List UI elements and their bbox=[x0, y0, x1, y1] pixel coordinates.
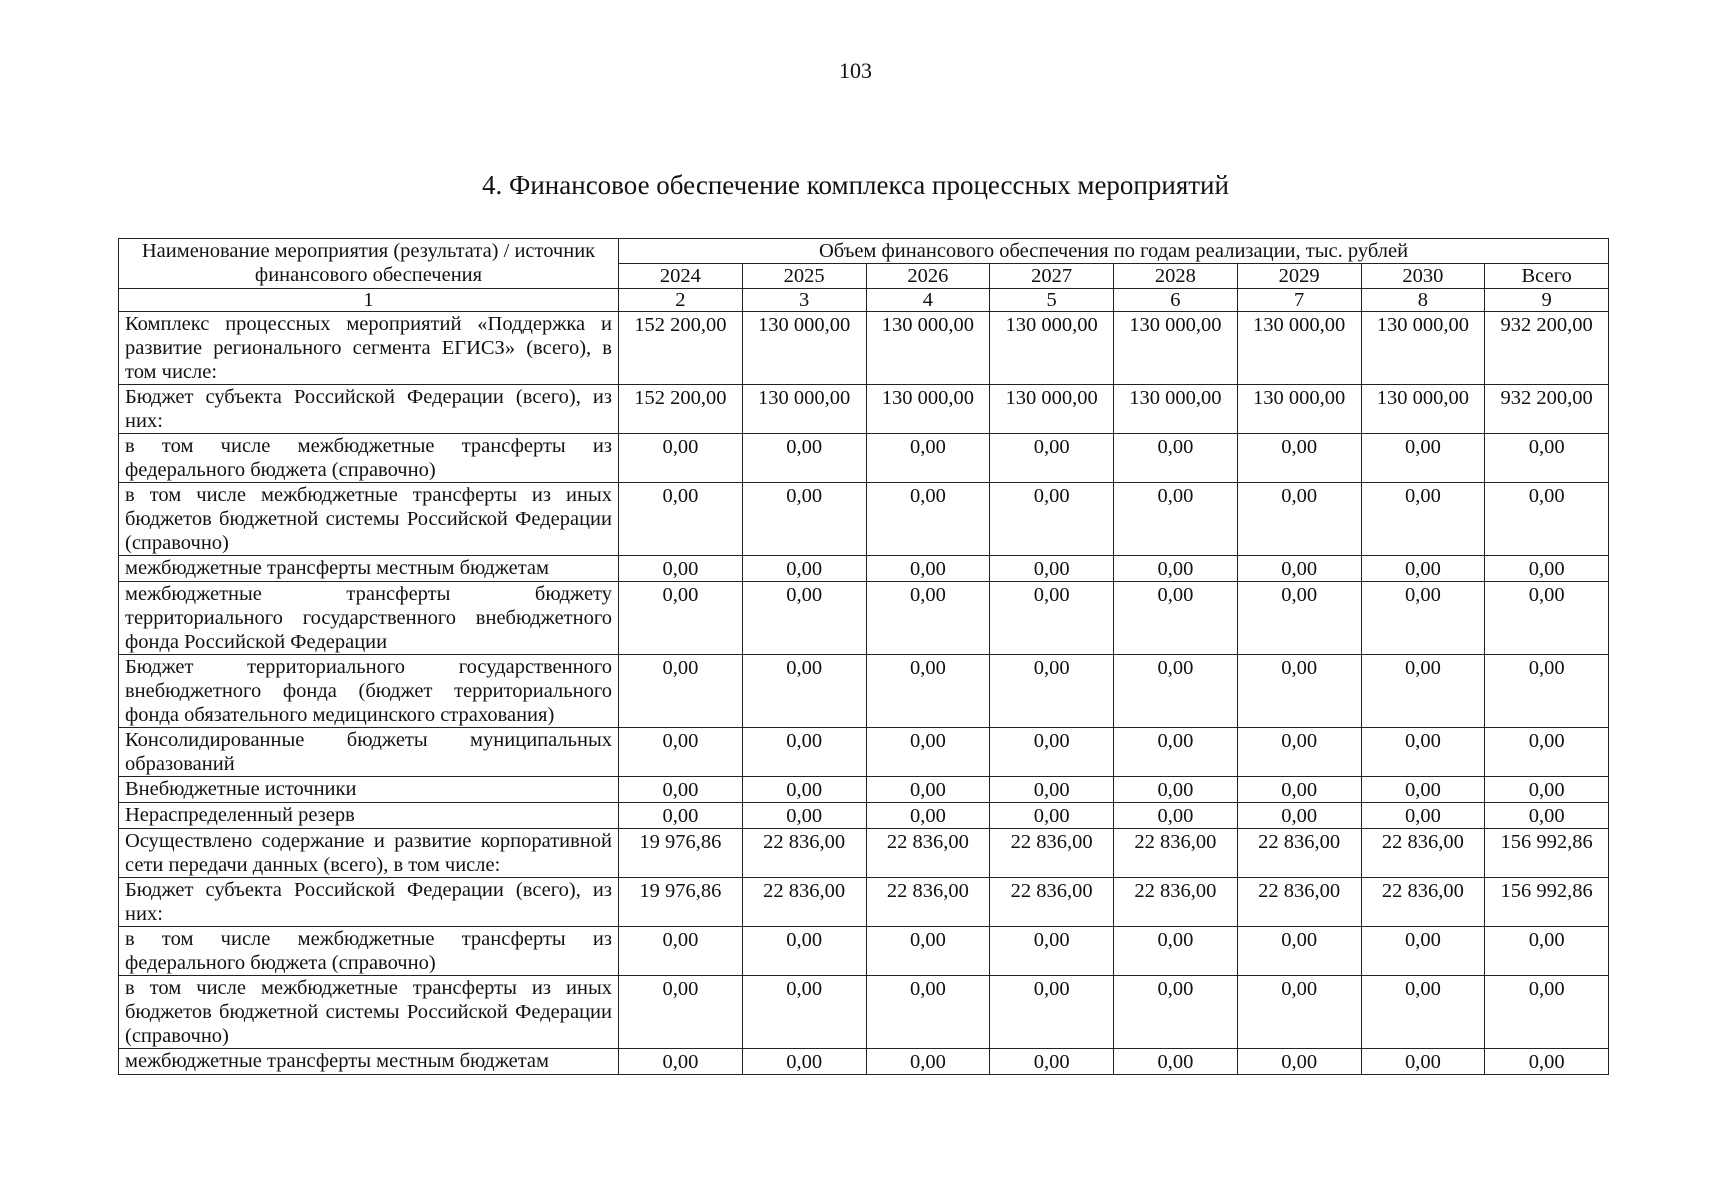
row-name-cell: Комплекс процессных мероприятий «Поддержка и развитие регионального сегмента ЕГИСЗ» (всего), в том числе: bbox=[119, 312, 619, 385]
value-cell: 0,00 bbox=[990, 655, 1114, 728]
index-cell: 6 bbox=[1114, 289, 1238, 312]
index-cell: 1 bbox=[119, 289, 619, 312]
value-cell: 0,00 bbox=[1114, 728, 1238, 777]
value-cell: 0,00 bbox=[619, 582, 743, 655]
value-cell: 0,00 bbox=[742, 777, 866, 803]
index-cell: 2 bbox=[619, 289, 743, 312]
value-cell: 0,00 bbox=[1485, 655, 1609, 728]
value-cell: 0,00 bbox=[1114, 434, 1238, 483]
column-header: 2026 bbox=[866, 264, 990, 289]
value-cell: 130 000,00 bbox=[1114, 312, 1238, 385]
value-cell: 0,00 bbox=[990, 556, 1114, 582]
value-cell: 0,00 bbox=[1237, 976, 1361, 1049]
index-cell: 5 bbox=[990, 289, 1114, 312]
value-cell: 0,00 bbox=[1485, 483, 1609, 556]
value-cell: 0,00 bbox=[990, 728, 1114, 777]
section-title: 4. Финансовое обеспечение комплекса процессных мероприятий bbox=[482, 170, 1229, 200]
value-cell: 0,00 bbox=[619, 728, 743, 777]
value-cell: 156 992,86 bbox=[1485, 878, 1609, 927]
table-body bbox=[119, 289, 1609, 1075]
name-column-header: Наименование мероприятия (результата) / источник финансового обеспечения bbox=[119, 239, 619, 289]
value-cell: 22 836,00 bbox=[1114, 878, 1238, 927]
value-cell: 0,00 bbox=[1361, 1049, 1485, 1075]
value-cell: 0,00 bbox=[866, 483, 990, 556]
value-cell: 0,00 bbox=[990, 582, 1114, 655]
value-cell: 130 000,00 bbox=[1237, 385, 1361, 434]
table-row bbox=[119, 728, 1609, 777]
index-cell: 8 bbox=[1361, 289, 1485, 312]
value-cell: 0,00 bbox=[1114, 582, 1238, 655]
row-name-cell: Бюджет субъекта Российской Федерации (всего), из них: bbox=[119, 385, 619, 434]
value-cell: 22 836,00 bbox=[742, 829, 866, 878]
value-cell: 22 836,00 bbox=[1361, 878, 1485, 927]
value-cell: 130 000,00 bbox=[1114, 385, 1238, 434]
value-cell: 0,00 bbox=[1114, 777, 1238, 803]
value-cell: 0,00 bbox=[1237, 777, 1361, 803]
table-row bbox=[119, 803, 1609, 829]
value-cell: 0,00 bbox=[866, 803, 990, 829]
value-cell: 22 836,00 bbox=[1361, 829, 1485, 878]
table-row bbox=[119, 385, 1609, 434]
value-cell: 0,00 bbox=[1114, 976, 1238, 1049]
value-cell: 0,00 bbox=[1485, 582, 1609, 655]
value-cell: 0,00 bbox=[1361, 434, 1485, 483]
value-cell: 0,00 bbox=[619, 556, 743, 582]
value-cell: 0,00 bbox=[1114, 483, 1238, 556]
value-cell: 130 000,00 bbox=[866, 385, 990, 434]
value-cell: 0,00 bbox=[866, 434, 990, 483]
page-number: 103 bbox=[839, 58, 872, 83]
index-cell: 7 bbox=[1237, 289, 1361, 312]
table-row bbox=[119, 927, 1609, 976]
value-cell: 0,00 bbox=[1361, 777, 1485, 803]
financing-table bbox=[118, 238, 1609, 1075]
value-cell: 932 200,00 bbox=[1485, 312, 1609, 385]
value-cell: 0,00 bbox=[1361, 927, 1485, 976]
value-cell: 0,00 bbox=[1361, 483, 1485, 556]
row-name-cell: Консолидированные бюджеты муниципальных образований bbox=[119, 728, 619, 777]
table-row bbox=[119, 1049, 1609, 1075]
value-cell: 130 000,00 bbox=[866, 312, 990, 385]
value-cell: 0,00 bbox=[990, 803, 1114, 829]
value-cell: 0,00 bbox=[1361, 803, 1485, 829]
table-row bbox=[119, 829, 1609, 878]
table-row bbox=[119, 878, 1609, 927]
group-column-header: Объем финансового обеспечения по годам реализации, тыс. рублей bbox=[619, 239, 1609, 264]
value-cell: 0,00 bbox=[619, 483, 743, 556]
value-cell: 0,00 bbox=[1485, 976, 1609, 1049]
value-cell: 130 000,00 bbox=[990, 385, 1114, 434]
value-cell: 0,00 bbox=[1361, 655, 1485, 728]
row-name-cell: Осуществлено содержание и развитие корпоративной сети передачи данных (всего), в том числе: bbox=[119, 829, 619, 878]
value-cell: 0,00 bbox=[1237, 927, 1361, 976]
value-cell: 0,00 bbox=[619, 434, 743, 483]
value-cell: 0,00 bbox=[866, 927, 990, 976]
index-row bbox=[119, 289, 1609, 312]
value-cell: 0,00 bbox=[1237, 1049, 1361, 1075]
value-cell: 22 836,00 bbox=[1237, 878, 1361, 927]
value-cell: 130 000,00 bbox=[742, 385, 866, 434]
value-cell: 0,00 bbox=[619, 777, 743, 803]
value-cell: 130 000,00 bbox=[1237, 312, 1361, 385]
value-cell: 0,00 bbox=[1237, 434, 1361, 483]
row-name-cell: в том числе межбюджетные трансферты из федерального бюджета (справочно) bbox=[119, 927, 619, 976]
value-cell: 130 000,00 bbox=[742, 312, 866, 385]
row-name-cell: Бюджет территориального государственного внебюджетного фонда (бюджет территориального фонда обязательного медицинского страхования) bbox=[119, 655, 619, 728]
value-cell: 0,00 bbox=[619, 976, 743, 1049]
value-cell: 0,00 bbox=[1237, 655, 1361, 728]
row-name-cell: в том числе межбюджетные трансферты из федерального бюджета (справочно) bbox=[119, 434, 619, 483]
value-cell: 22 836,00 bbox=[866, 829, 990, 878]
value-cell: 0,00 bbox=[742, 976, 866, 1049]
value-cell: 0,00 bbox=[1485, 927, 1609, 976]
value-cell: 0,00 bbox=[1485, 777, 1609, 803]
value-cell: 0,00 bbox=[742, 483, 866, 556]
value-cell: 0,00 bbox=[990, 1049, 1114, 1075]
column-header: 2027 bbox=[990, 264, 1114, 289]
value-cell: 0,00 bbox=[866, 582, 990, 655]
row-name-cell: межбюджетные трансферты местным бюджетам bbox=[119, 556, 619, 582]
row-name-cell: межбюджетные трансферты местным бюджетам bbox=[119, 1049, 619, 1075]
value-cell: 0,00 bbox=[1114, 927, 1238, 976]
table-row bbox=[119, 777, 1609, 803]
value-cell: 0,00 bbox=[1361, 582, 1485, 655]
row-name-cell: Нераспределенный резерв bbox=[119, 803, 619, 829]
value-cell: 0,00 bbox=[1237, 582, 1361, 655]
header-row-group bbox=[119, 239, 1609, 264]
value-cell: 0,00 bbox=[742, 728, 866, 777]
value-cell: 0,00 bbox=[990, 777, 1114, 803]
value-cell: 0,00 bbox=[1485, 728, 1609, 777]
table-row bbox=[119, 976, 1609, 1049]
column-header: 2024 bbox=[619, 264, 743, 289]
value-cell: 0,00 bbox=[1485, 803, 1609, 829]
value-cell: 0,00 bbox=[1485, 556, 1609, 582]
value-cell: 0,00 bbox=[1237, 483, 1361, 556]
value-cell: 0,00 bbox=[742, 434, 866, 483]
value-cell: 152 200,00 bbox=[619, 385, 743, 434]
value-cell: 22 836,00 bbox=[742, 878, 866, 927]
index-cell: 3 bbox=[742, 289, 866, 312]
value-cell: 0,00 bbox=[742, 655, 866, 728]
value-cell: 0,00 bbox=[742, 1049, 866, 1075]
value-cell: 0,00 bbox=[866, 1049, 990, 1075]
value-cell: 0,00 bbox=[990, 483, 1114, 556]
value-cell: 0,00 bbox=[1237, 556, 1361, 582]
value-cell: 0,00 bbox=[866, 777, 990, 803]
value-cell: 0,00 bbox=[1114, 655, 1238, 728]
value-cell: 0,00 bbox=[1361, 556, 1485, 582]
value-cell: 0,00 bbox=[742, 927, 866, 976]
row-name-cell: Бюджет субъекта Российской Федерации (всего), из них: bbox=[119, 878, 619, 927]
value-cell: 0,00 bbox=[990, 927, 1114, 976]
value-cell: 0,00 bbox=[1361, 976, 1485, 1049]
value-cell: 0,00 bbox=[1485, 434, 1609, 483]
table-row bbox=[119, 655, 1609, 728]
value-cell: 0,00 bbox=[866, 976, 990, 1049]
value-cell: 0,00 bbox=[619, 803, 743, 829]
value-cell: 22 836,00 bbox=[990, 829, 1114, 878]
value-cell: 0,00 bbox=[990, 976, 1114, 1049]
value-cell: 0,00 bbox=[866, 728, 990, 777]
column-header: 2025 bbox=[742, 264, 866, 289]
value-cell: 22 836,00 bbox=[990, 878, 1114, 927]
value-cell: 0,00 bbox=[619, 1049, 743, 1075]
column-header: 2030 bbox=[1361, 264, 1485, 289]
value-cell: 0,00 bbox=[619, 655, 743, 728]
value-cell: 156 992,86 bbox=[1485, 829, 1609, 878]
index-cell: 9 bbox=[1485, 289, 1609, 312]
value-cell: 22 836,00 bbox=[866, 878, 990, 927]
value-cell: 0,00 bbox=[1114, 803, 1238, 829]
value-cell: 19 976,86 bbox=[619, 829, 743, 878]
value-cell: 0,00 bbox=[866, 556, 990, 582]
value-cell: 0,00 bbox=[742, 803, 866, 829]
value-cell: 0,00 bbox=[1237, 728, 1361, 777]
table-row bbox=[119, 312, 1609, 385]
value-cell: 0,00 bbox=[1114, 556, 1238, 582]
row-name-cell: межбюджетные трансферты бюджету территориального государственного внебюджетного фонда Российской Федерации bbox=[119, 582, 619, 655]
table-row bbox=[119, 582, 1609, 655]
value-cell: 19 976,86 bbox=[619, 878, 743, 927]
value-cell: 130 000,00 bbox=[990, 312, 1114, 385]
table-row bbox=[119, 483, 1609, 556]
value-cell: 0,00 bbox=[742, 582, 866, 655]
value-cell: 0,00 bbox=[1237, 803, 1361, 829]
value-cell: 0,00 bbox=[866, 655, 990, 728]
value-cell: 0,00 bbox=[619, 927, 743, 976]
row-name-cell: Внебюджетные источники bbox=[119, 777, 619, 803]
value-cell: 932 200,00 bbox=[1485, 385, 1609, 434]
row-name-cell: в том числе межбюджетные трансферты из иных бюджетов бюджетной системы Российской Федерации (справочно) bbox=[119, 976, 619, 1049]
value-cell: 0,00 bbox=[1114, 1049, 1238, 1075]
column-header: 2029 bbox=[1237, 264, 1361, 289]
value-cell: 22 836,00 bbox=[1237, 829, 1361, 878]
value-cell: 130 000,00 bbox=[1361, 385, 1485, 434]
value-cell: 22 836,00 bbox=[1114, 829, 1238, 878]
column-header: Всего bbox=[1485, 264, 1609, 289]
value-cell: 0,00 bbox=[742, 556, 866, 582]
value-cell: 130 000,00 bbox=[1361, 312, 1485, 385]
row-name-cell: в том числе межбюджетные трансферты из иных бюджетов бюджетной системы Российской Федерации (справочно) bbox=[119, 483, 619, 556]
value-cell: 0,00 bbox=[990, 434, 1114, 483]
table-row bbox=[119, 556, 1609, 582]
column-header: 2028 bbox=[1114, 264, 1238, 289]
table-row bbox=[119, 434, 1609, 483]
index-cell: 4 bbox=[866, 289, 990, 312]
value-cell: 152 200,00 bbox=[619, 312, 743, 385]
value-cell: 0,00 bbox=[1361, 728, 1485, 777]
value-cell: 0,00 bbox=[1485, 1049, 1609, 1075]
